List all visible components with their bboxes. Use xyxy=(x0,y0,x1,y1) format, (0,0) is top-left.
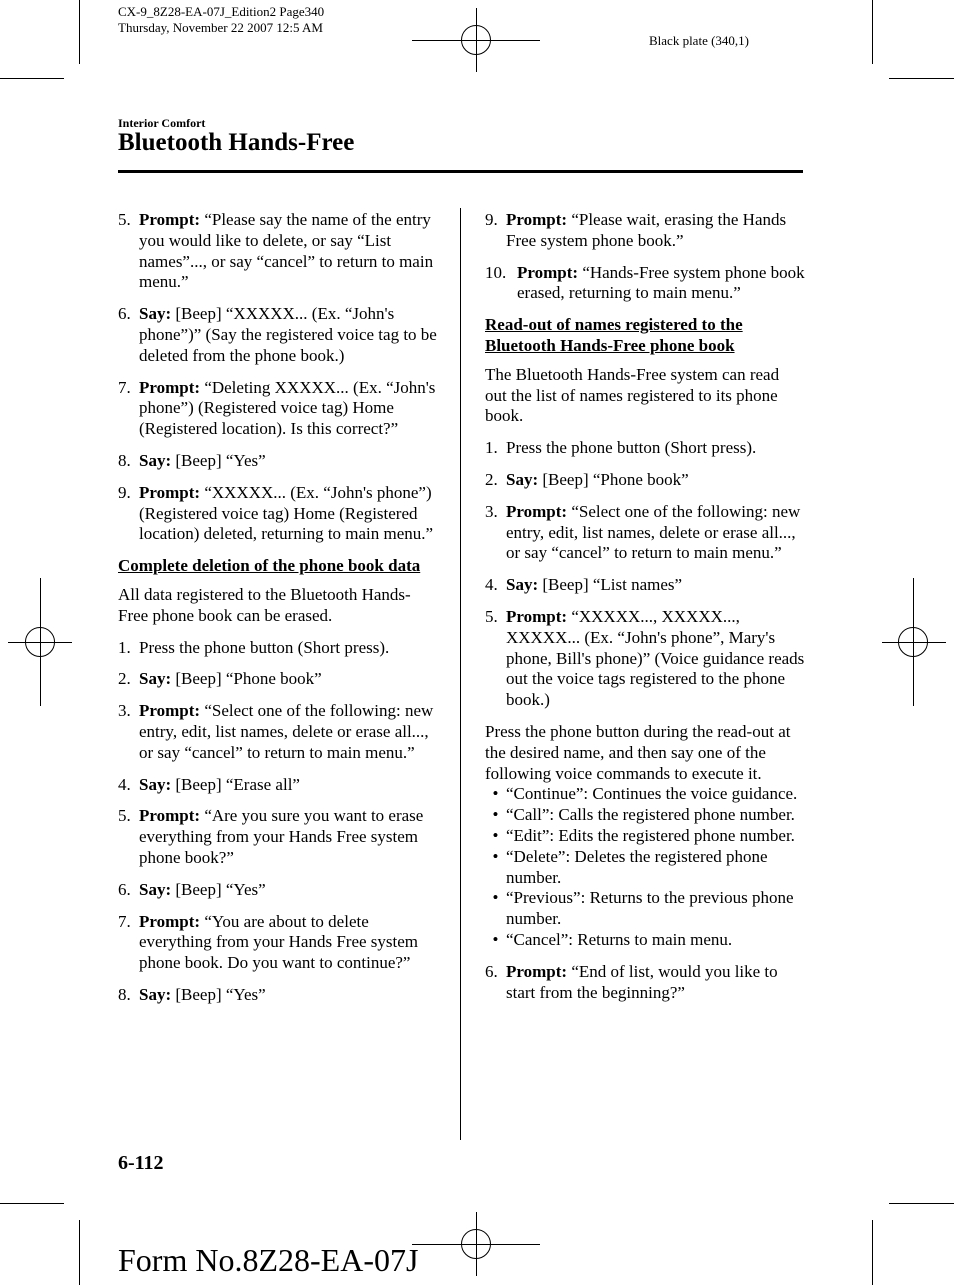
right-column xyxy=(485,210,805,1014)
step-text xyxy=(506,438,805,459)
bullet-icon: • xyxy=(492,846,499,866)
step-number: 8. xyxy=(118,984,131,1004)
step-keyword: Prompt: xyxy=(139,377,201,397)
step-item xyxy=(485,470,805,491)
list-item-text: “Cancel”: Returns to main menu. xyxy=(506,929,733,949)
step-keyword: Prompt: xyxy=(506,606,568,626)
list-item-text: “Delete”: Deletes the registered phone number. xyxy=(506,846,768,887)
section-label: Interior Comfort xyxy=(118,116,206,130)
section-heading-read-out: Read-out of names registered to the Bluetooth Hands-Free phone book xyxy=(485,315,743,355)
step-number: 10. xyxy=(485,262,507,282)
step-item xyxy=(485,575,805,596)
page-number: 6-112 xyxy=(118,1152,164,1174)
print-info-date: Thursday, November 22 2007 12:5 AM xyxy=(118,20,323,35)
step-keyword: Say: xyxy=(139,304,172,324)
registration-circle-icon xyxy=(461,25,491,55)
step-text xyxy=(139,378,440,440)
step-text xyxy=(139,985,440,1006)
step-number: 3. xyxy=(485,501,498,521)
step-number: 3. xyxy=(118,701,131,721)
paragraph: The Bluetooth Hands-Free system can read out the list of names registered to its phone book. xyxy=(485,364,780,426)
step-keyword: Prompt: xyxy=(506,501,568,521)
step-body: “Select one of the following: new entry, edit, list names, delete or erase all..., or say “cancel” to return to main menu.” xyxy=(139,701,434,762)
step-item xyxy=(118,985,440,1006)
bullet-icon: • xyxy=(492,929,499,949)
step-text xyxy=(139,912,440,974)
step-number: 2. xyxy=(485,469,498,489)
step-keyword: Prompt: xyxy=(506,210,568,229)
step-text xyxy=(139,669,440,690)
step-text xyxy=(517,263,805,305)
step-body: “End of list, would you like to start from the beginning?” xyxy=(506,961,778,1002)
delete-entry-steps xyxy=(118,210,440,545)
step-number: 5. xyxy=(118,806,131,826)
plate-label: Black plate (340,1) xyxy=(649,33,749,48)
step-body: [Beep] “List names” xyxy=(538,575,683,595)
list-item-text: “Call”: Calls the registered phone number. xyxy=(506,805,795,825)
step-body: [Beep] “XXXXX... (Ex. “John's phone”)” (Say the registered voice tag to be deleted from the phone book.) xyxy=(139,304,437,365)
step-item xyxy=(485,438,805,459)
bullet-icon: • xyxy=(492,784,499,804)
step-item xyxy=(118,775,440,796)
title-rule xyxy=(118,170,803,173)
step-text xyxy=(139,210,440,293)
step-keyword: Prompt: xyxy=(139,806,201,826)
voice-command-list xyxy=(485,784,805,950)
crop-mark xyxy=(889,1203,954,1204)
step-keyword: Say: xyxy=(139,879,172,899)
step-keyword: Prompt: xyxy=(139,210,201,229)
list-item-text: “Edit”: Edits the registered phone number. xyxy=(506,825,795,845)
step-number: 1. xyxy=(485,438,498,458)
step-item xyxy=(118,806,440,868)
step-item xyxy=(118,912,440,974)
step-body: [Beep] “Phone book” xyxy=(538,469,689,489)
step-text xyxy=(506,470,805,491)
step-body: [Beep] “Erase all” xyxy=(171,774,300,794)
step-number: 7. xyxy=(118,377,131,397)
form-number: Form No.8Z28-EA-07J xyxy=(118,1242,419,1278)
step-number: 9. xyxy=(485,210,498,229)
step-number: 7. xyxy=(118,911,131,931)
paragraph: Press the phone button during the read-out at the desired name, and then say one of the following voice commands to execute it. xyxy=(485,721,791,783)
step-number: 9. xyxy=(118,482,131,502)
step-body: “Are you sure you want to erase everything from your Hands Free system phone book?” xyxy=(139,806,424,867)
crop-mark xyxy=(0,78,64,79)
list-item xyxy=(485,847,805,889)
section-heading-complete-deletion: Complete deletion of the phone book data xyxy=(118,556,421,576)
list-item-text: “Continue”: Continues the voice guidance. xyxy=(506,784,798,804)
step-number: 5. xyxy=(485,606,498,626)
step-text xyxy=(139,701,440,763)
step-body: “Please say the name of the entry you would like to delete, or say “List names”..., or say “cancel” to return to main menu.” xyxy=(139,210,434,292)
page-title: Bluetooth Hands-Free xyxy=(118,129,355,156)
step-text xyxy=(139,483,440,545)
step-text xyxy=(506,607,805,711)
step-number: 8. xyxy=(118,450,131,470)
list-item xyxy=(485,888,805,930)
step-keyword: Prompt: xyxy=(506,961,568,981)
step-body: “XXXXX... (Ex. “John's phone”) (Registered voice tag) Home (Registered location) deleted, returning to main menu.” xyxy=(139,482,434,544)
crop-mark xyxy=(889,78,954,79)
bullet-icon: • xyxy=(492,825,499,845)
step-keyword: Say: xyxy=(506,575,539,595)
list-item xyxy=(485,784,805,805)
list-item-text: “Previous”: Returns to the previous phone number. xyxy=(506,888,794,929)
step-number: 2. xyxy=(118,669,131,689)
step-keyword: Say: xyxy=(139,984,172,1004)
step-body: Press the phone button (Short press). xyxy=(506,438,757,458)
step-text xyxy=(139,638,440,659)
read-out-steps xyxy=(485,438,805,711)
step-keyword: Prompt: xyxy=(517,262,579,282)
step-body: [Beep] “Yes” xyxy=(171,450,266,470)
step-keyword: Say: xyxy=(506,469,539,489)
step-number: 4. xyxy=(485,575,498,595)
registration-circle-icon xyxy=(461,1229,491,1259)
step-number: 6. xyxy=(118,304,131,324)
step-item xyxy=(485,502,805,564)
crop-mark xyxy=(872,0,873,64)
list-item xyxy=(485,805,805,826)
crop-mark xyxy=(872,1220,873,1285)
step-item xyxy=(118,304,440,366)
step-item xyxy=(118,451,440,472)
step-item xyxy=(485,263,805,305)
print-info xyxy=(118,4,324,36)
step-keyword: Say: xyxy=(139,450,172,470)
step-keyword: Prompt: xyxy=(139,701,201,721)
step-body: “Please wait, erasing the Hands Free system phone book.” xyxy=(506,210,787,250)
step-item xyxy=(118,880,440,901)
step-item xyxy=(485,962,805,1004)
step-item xyxy=(118,701,440,763)
step-body: [Beep] “Phone book” xyxy=(171,669,322,689)
step-number: 6. xyxy=(118,879,131,899)
step-body: [Beep] “Yes” xyxy=(171,879,266,899)
step-text xyxy=(506,575,805,596)
list-item xyxy=(485,930,805,951)
paragraph: All data registered to the Bluetooth Hands-Free phone book can be erased. xyxy=(118,584,411,625)
step-item xyxy=(118,378,440,440)
step-body: “Select one of the following: new entry, edit, list names, delete or erase all..., or say “cancel” to return to main menu.” xyxy=(506,501,801,563)
step-number: 6. xyxy=(485,961,498,981)
step-text xyxy=(506,962,805,1004)
step-body: “Deleting XXXXX... (Ex. “John's phone”) (Registered voice tag) Home (Registered location). Is this correct?” xyxy=(139,377,436,439)
bullet-icon: • xyxy=(492,888,499,908)
step-text xyxy=(139,304,440,366)
step-item xyxy=(118,638,440,659)
step-body: “You are about to delete everything from your Hands Free system phone book. Do you want to continue?” xyxy=(139,911,419,973)
step-keyword: Say: xyxy=(139,774,172,794)
crop-mark xyxy=(0,1203,64,1204)
step-keyword: Prompt: xyxy=(139,911,201,931)
step-text xyxy=(139,806,440,868)
crop-mark xyxy=(79,0,80,64)
step-number: 1. xyxy=(118,637,131,657)
print-info-file: CX-9_8Z28-EA-07J_Edition2 Page340 xyxy=(118,4,325,19)
step-body: “XXXXX..., XXXXX..., XXXXX... (Ex. “John's phone”, Mary's phone, Bill's phone)” (Voice guidance reads out the voice tags registered to the phone book.) xyxy=(506,606,805,710)
step-text xyxy=(139,880,440,901)
bullet-icon: • xyxy=(492,805,499,825)
step-item xyxy=(485,607,805,711)
step-text xyxy=(506,502,805,564)
step-body: [Beep] “Yes” xyxy=(171,984,266,1004)
erase-steps-continued xyxy=(485,210,805,304)
step-text xyxy=(506,210,805,252)
step-body: Press the phone button (Short press). xyxy=(139,637,390,657)
registration-circle-icon xyxy=(25,627,55,657)
step-number: 5. xyxy=(118,210,131,229)
step-body: “Hands-Free system phone book erased, returning to main menu.” xyxy=(517,262,805,303)
complete-deletion-steps xyxy=(118,638,440,1006)
step-item xyxy=(118,483,440,545)
step-keyword: Prompt: xyxy=(139,482,201,502)
crop-mark xyxy=(79,1220,80,1285)
step-text xyxy=(139,451,440,472)
read-out-final-step xyxy=(485,962,805,1004)
step-item xyxy=(118,210,440,293)
left-column xyxy=(118,210,440,1017)
list-item xyxy=(485,826,805,847)
column-divider xyxy=(460,208,461,1140)
step-item xyxy=(118,669,440,690)
step-item xyxy=(485,210,805,252)
step-number: 4. xyxy=(118,774,131,794)
registration-circle-icon xyxy=(898,627,928,657)
step-text xyxy=(139,775,440,796)
step-keyword: Say: xyxy=(139,669,172,689)
